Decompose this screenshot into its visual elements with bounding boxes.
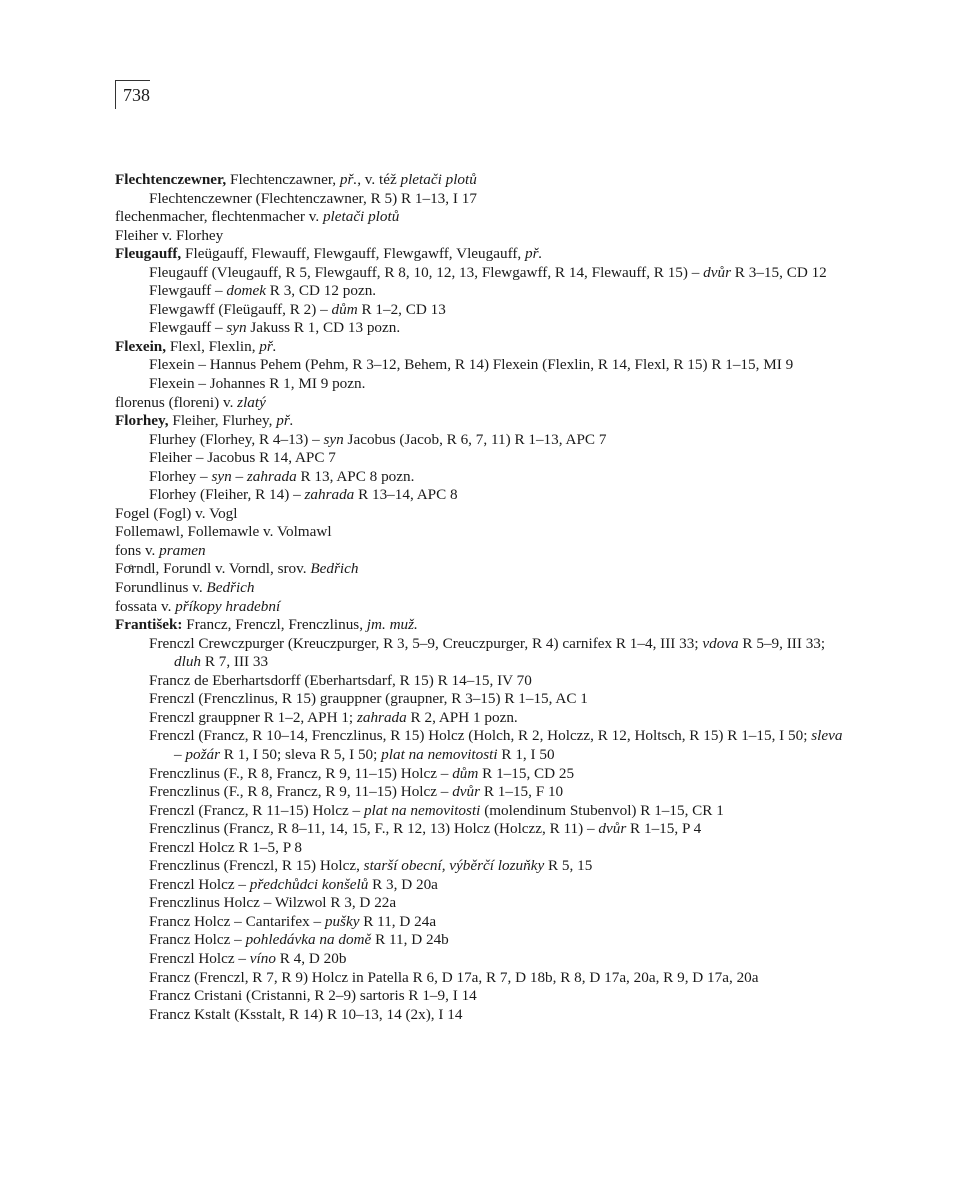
entry-italic-text: Bedřich [206, 579, 255, 597]
entry-text: R 1–15, F 10 [480, 783, 564, 801]
entry-italic-text: př. [276, 412, 294, 430]
index-headword-entry [115, 227, 850, 246]
entry-text: (molendinum Stubenvol) R 1–15, CR 1 [480, 801, 724, 819]
entry-text: Francz Holcz – Cantarifex – [149, 912, 325, 930]
entry-text: Frenczlinus (F., R 8, Francz, R 9, 11–15) Holcz – [149, 764, 453, 782]
index-subentry [115, 709, 850, 728]
index-subentry [115, 449, 850, 468]
entry-text: Fleügauff, Flewauff, Flewgauff, Flewgawff, Vleugauff, [181, 245, 525, 263]
entry-text: fossata v. [115, 597, 176, 615]
index-subentry [115, 264, 850, 283]
entry-italic-text: domek [226, 282, 266, 300]
index-subentry [115, 635, 850, 672]
entry-text: Flechtenczawner, [226, 171, 340, 188]
entry-headword: Flexein, [115, 337, 167, 355]
entry-italic-text: př. [339, 171, 358, 188]
entry-italic-text: dům [452, 764, 479, 782]
index-subentry [115, 802, 850, 821]
entry-text: Francz Kstalt (Ksstalt, R 14) R 10–13, 14 (2x), I 14 [149, 1005, 463, 1023]
index-subentry [115, 783, 850, 802]
entry-text: Flexein – Johannes R 1, MI 9 pozn. [149, 375, 366, 393]
entry-text: R 1, I 50 [497, 745, 555, 763]
entry-headword: Florhey, [115, 412, 169, 430]
index-subentry [115, 672, 850, 691]
index-subentry [115, 468, 850, 487]
entry-text: Francz Holcz – [149, 931, 246, 949]
entry-text: Flewgauff – [149, 319, 227, 337]
page-number-marker [115, 80, 150, 109]
entry-text: Frenczl (Francz, R 11–15) Holcz – [149, 801, 364, 819]
index-subentry [115, 356, 850, 375]
entry-text: Francz (Frenczl, R 7, R 9) Holcz in Patella R 6, D 17a, R 7, D 18b, R 8, D 17a, 20a, R 9, D 17a, 20a [149, 968, 759, 986]
entry-italic-text: příkopy hradební [175, 597, 281, 615]
index-subentry [115, 301, 850, 320]
entry-italic-text: dvůr [703, 263, 731, 281]
index-subentry [115, 375, 850, 394]
entry-text: Francz de Eberhartsdorff (Eberhartsdarf, R 15) R 14–15, IV 70 [149, 671, 532, 689]
entry-italic-text: předchůdci konšelů [249, 875, 369, 893]
entry-italic-text: syn [226, 319, 247, 337]
index-subentry [115, 857, 850, 876]
entry-italic-text: plat na nemovitosti [381, 745, 498, 763]
entry-italic-text: pohledávka na domě [245, 931, 372, 949]
entry-text: R 11, D 24a [359, 912, 437, 930]
entry-text: fons v. [115, 541, 160, 559]
entry-text: Foͤrndl, Forundl v. Vorndl, srov. [115, 560, 311, 578]
entry-text: Francz Cristani (Cristanni, R 2–9) sartoris R 1–9, I 14 [149, 987, 477, 1005]
index-headword-entry [115, 245, 850, 264]
index-subentry [115, 876, 850, 895]
index-subentry [115, 839, 850, 858]
entry-italic-text: syn [323, 430, 344, 448]
index-subentry [115, 765, 850, 784]
entry-italic-text: plat na nemovitosti [363, 801, 481, 819]
entry-text: R 3–15, CD 12 [731, 263, 827, 281]
entry-text: Flechtenczewner (Flechtenczawner, R 5) R 1–13, I 17 [149, 189, 477, 207]
index-subentry [115, 190, 850, 209]
index-subentry [115, 319, 850, 338]
entry-text: Fogel (Fogl) v. Vogl [115, 504, 238, 522]
entry-text: Follemawl, Follemawle v. Volmawl [115, 523, 332, 541]
entry-italic-text: Bedřich [310, 560, 359, 578]
entry-text: R 3, CD 12 pozn. [265, 282, 377, 300]
entry-text: Jakuss R 1, CD 13 pozn. [246, 319, 401, 337]
entry-italic-text: zlatý [237, 393, 266, 411]
index-subentry [115, 820, 850, 839]
index-subentry [115, 690, 850, 709]
entry-text: Flexl, Flexlin, [166, 337, 260, 355]
entry-italic-text: pletači plotů [322, 208, 400, 226]
entry-italic-text: dvůr [452, 783, 481, 801]
entry-text: R 3, D 20a [368, 875, 438, 893]
entry-headword: Fleugauff, [115, 245, 182, 263]
entry-text: Frenczl Holcz – [149, 949, 250, 967]
index-subentry [115, 913, 850, 932]
entry-text: Flurhey (Florhey, R 4–13) – [149, 430, 324, 448]
entry-italic-text: pušky [324, 912, 360, 930]
index-subentry [115, 1006, 850, 1025]
entry-text: R 7, III 33 [201, 653, 269, 671]
entry-text: Flewgawff (Fleügauff, R 2) – [149, 300, 332, 318]
entry-text: Francz, Frenczl, Frenczlinus, [182, 616, 367, 634]
index-subentry [115, 282, 850, 301]
entry-italic-text: př. [525, 245, 543, 263]
entry-italic-text: př. [259, 337, 277, 355]
index-headword-entry [115, 412, 850, 431]
entry-italic-text: zahrada [246, 467, 297, 485]
entry-italic-text: vdova [702, 634, 739, 652]
entry-text: R 1–2, CD 13 [357, 300, 446, 318]
entry-text: R 13, APC 8 pozn. [296, 467, 415, 485]
entry-text: R 1–15, CD 25 [478, 764, 575, 782]
entry-text: Fleugauff (Vleugauff, R 5, Flewgauff, R 8, 10, 12, 13, Flewgawff, R 14, Flewauff, R 15) – [149, 263, 704, 281]
index-headword-entry [115, 171, 850, 190]
entry-text: Frenczl (Francz, R 10–14, Frenczlinus, R 15) Holcz (Holch, R 2, Holczz, R 12, Holtsch, R 15) R 1–15, I 50; [149, 727, 812, 745]
index-headword-entry [115, 579, 850, 598]
entry-italic-text: zahrada [304, 486, 355, 504]
index-subentry [115, 931, 850, 950]
entry-text: Frenczl (Frenczlinus, R 15) grauppner (graupner, R 3–15) R 1–15, AC 1 [149, 690, 588, 708]
entry-italic-text: dluh [174, 653, 202, 671]
entry-text: R 5–9, III 33; [738, 634, 826, 652]
entry-text: Fleiher – Jacobus R 14, APC 7 [149, 449, 336, 467]
entry-italic-text: syn [211, 467, 232, 485]
entry-italic-text: dům [331, 300, 358, 318]
entry-text: Frenczlinus (Frenczl, R 15) Holcz, [149, 857, 364, 875]
entry-italic-text: pletači plotů [400, 171, 477, 188]
entry-text: Frenczl Holcz – [149, 875, 250, 893]
index-subentry [115, 894, 850, 913]
entry-headword: Flechtenczewner, [115, 171, 227, 188]
entry-text: Frenczl grauppner R 1–2, APH 1; [149, 708, 357, 726]
index-headword-entry [115, 616, 850, 635]
entry-text: R 1–15, P 4 [626, 820, 702, 838]
index-headword-entry [115, 542, 850, 561]
entry-text: Frenczlinus (Francz, R 8–11, 14, 15, F., R 12, 13) Holcz (Holczz, R 11) – [149, 820, 599, 838]
index-subentry [115, 950, 850, 969]
entry-italic-text: starší obecní, výběrčí lozuňky [363, 857, 545, 875]
index-subentry [115, 486, 850, 505]
entry-text: R 13–14, APC 8 [354, 486, 458, 504]
entry-text: – [231, 467, 247, 485]
entry-text: , v. též [357, 171, 401, 188]
entry-text: R 11, D 24b [371, 931, 449, 949]
entry-text: Flexein – Hannus Pehem (Pehm, R 3–12, Behem, R 14) Flexein (Flexlin, R 14, Flexl, R 15) R 1–15, MI 9 [149, 356, 794, 374]
entry-text: Forundlinus v. [115, 579, 207, 597]
entry-italic-text: víno [249, 949, 276, 967]
entry-text: Florhey (Fleiher, R 14) – [149, 486, 305, 504]
index-subentry [115, 431, 850, 450]
entry-italic-text: sleva – požár [174, 727, 843, 763]
index-subentry [115, 969, 850, 988]
entry-text: Jacobus (Jacob, R 6, 7, 11) R 1–13, APC 7 [343, 430, 607, 448]
entry-text: Frenczl Holcz R 1–5, P 8 [149, 838, 302, 856]
entry-italic-text: jm. muž. [366, 616, 418, 634]
index-entries [115, 171, 850, 1024]
index-headword-entry [115, 394, 850, 413]
entry-headword: František: [115, 616, 183, 634]
index-subentry [115, 727, 850, 764]
entry-text: Frenczlinus Holcz – Wilzwol R 3, D 22a [149, 894, 397, 912]
entry-text: Frenczlinus (F., R 8, Francz, R 9, 11–15) Holcz – [149, 783, 453, 801]
entry-text: florenus (floreni) v. [115, 393, 238, 411]
index-headword-entry [115, 598, 850, 617]
entry-text: R 2, APH 1 pozn. [406, 708, 518, 726]
entry-text: Flewgauff – [149, 282, 227, 300]
index-headword-entry [115, 523, 850, 542]
entry-text: R 1, I 50; sleva R 5, I 50; [220, 745, 382, 763]
index-headword-entry [115, 560, 850, 579]
entry-italic-text: zahrada [356, 708, 407, 726]
entry-text: Fleiher, Flurhey, [168, 412, 277, 430]
entry-text: Frenczl Crewczpurger (Kreuczpurger, R 3, 5–9, Creuczpurger, R 4) carnifex R 1–4, III 33; [149, 634, 703, 652]
entry-italic-text: pramen [159, 541, 206, 559]
index-headword-entry [115, 338, 850, 357]
index-subentry [115, 987, 850, 1006]
entry-text: R 5, 15 [544, 857, 593, 875]
entry-text: Florhey – [149, 467, 212, 485]
entry-text: Fleiher v. Florhey [115, 226, 224, 244]
entry-italic-text: dvůr [598, 820, 627, 838]
page-number: 738 [123, 85, 150, 105]
index-headword-entry [115, 208, 850, 227]
entry-text: flechenmacher, flechtenmacher v. [115, 208, 323, 226]
entry-text: R 4, D 20b [275, 949, 347, 967]
index-headword-entry [115, 505, 850, 524]
